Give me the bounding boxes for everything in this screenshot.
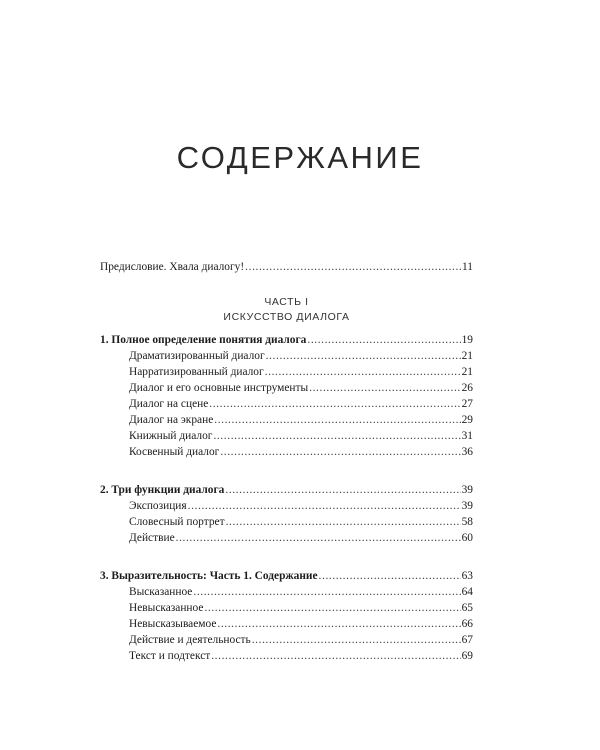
- dot-leader: [188, 498, 461, 514]
- dot-leader: [307, 332, 460, 348]
- toc-page-number: 31: [461, 430, 473, 442]
- toc-entry-label: Предисловие. Хвала диалогу!: [100, 261, 245, 273]
- toc-subentry: [100, 600, 473, 616]
- toc-page-number: 29: [461, 414, 473, 426]
- toc-page-number: 39: [461, 484, 473, 496]
- toc-subentry-label: Диалог и его основные инструменты: [129, 382, 309, 394]
- toc-page-number: 26: [461, 382, 473, 394]
- toc-subentry-label: Косвенный диалог: [129, 446, 220, 458]
- toc-subentry: [100, 498, 473, 514]
- toc-subentry: [100, 584, 473, 600]
- toc-subentry-label: Экспозиция: [129, 500, 187, 512]
- toc-page-number: 58: [461, 516, 473, 528]
- toc-subentry-label: Действие: [129, 532, 175, 544]
- dot-leader: [209, 396, 460, 412]
- toc-chapter-label: 2. Три функции диалога: [100, 484, 225, 496]
- toc-subentry: [100, 632, 473, 648]
- table-of-contents: [100, 259, 473, 664]
- toc-subentry-label: Словесный портрет: [129, 516, 225, 528]
- toc-page-number: 64: [461, 586, 473, 598]
- part-heading: ЧАСТЬ I: [264, 296, 309, 308]
- dot-leader: [226, 514, 461, 530]
- toc-subentry-label: Диалог на сцене: [129, 398, 209, 410]
- toc-subentry-label: Невысказываемое: [129, 618, 217, 630]
- toc-subentry: [100, 444, 473, 460]
- toc-chapter-2: [100, 482, 473, 498]
- dot-leader: [213, 428, 460, 444]
- toc-page-number: 21: [461, 350, 473, 362]
- toc-page-number: 36: [461, 446, 473, 458]
- toc-page-number: 65: [461, 602, 473, 614]
- toc-chapter-label: 1. Полное определение понятия диалога: [100, 334, 307, 346]
- toc-subentry-label: Текст и подтекст: [129, 650, 211, 662]
- toc-entry-preface: [100, 259, 473, 275]
- dot-leader: [217, 616, 460, 632]
- toc-chapter-1: [100, 332, 473, 348]
- toc-page-number: 21: [461, 366, 473, 378]
- dot-leader: [211, 648, 460, 664]
- toc-page-number: 66: [461, 618, 473, 630]
- dot-leader: [252, 632, 461, 648]
- dot-leader: [309, 380, 460, 396]
- toc-subentry: [100, 412, 473, 428]
- dot-leader: [245, 259, 461, 275]
- dot-leader: [225, 482, 460, 498]
- dot-leader: [266, 348, 461, 364]
- toc-subentry-label: Нарратизированный диалог: [129, 366, 264, 378]
- page-title: СОДЕРЖАНИЕ: [176, 140, 424, 175]
- toc-subentry: [100, 428, 473, 444]
- dot-leader: [193, 584, 460, 600]
- toc-subentry-label: Книжный диалог: [129, 430, 213, 442]
- toc-chapter-3: [100, 568, 473, 584]
- toc-subentry: [100, 348, 473, 364]
- dot-leader: [204, 600, 460, 616]
- toc-page-number: 69: [461, 650, 473, 662]
- dot-leader: [319, 568, 461, 584]
- toc-chapter-label: 3. Выразительность: Часть 1. Содержание: [100, 570, 318, 582]
- toc-page-number: 60: [461, 532, 473, 544]
- toc-subentry-label: Действие и деятельность: [129, 634, 251, 646]
- dot-leader: [220, 444, 460, 460]
- toc-subentry: [100, 514, 473, 530]
- toc-subentry-label: Драматизированный диалог: [129, 350, 265, 362]
- toc-subentry: [100, 380, 473, 396]
- toc-subentry: [100, 396, 473, 412]
- toc-page-number: 19: [461, 334, 473, 346]
- dot-leader: [176, 530, 461, 546]
- toc-page-number: 63: [461, 570, 473, 582]
- toc-subentry: [100, 364, 473, 380]
- toc-page-number: 11: [462, 261, 473, 273]
- toc-page-number: 67: [461, 634, 473, 646]
- toc-subentry-label: Невысказанное: [129, 602, 204, 614]
- toc-subentry: [100, 530, 473, 546]
- toc-page-number: 27: [461, 398, 473, 410]
- toc-subentry-label: Диалог на экране: [129, 414, 214, 426]
- dot-leader: [265, 364, 461, 380]
- toc-subentry: [100, 616, 473, 632]
- dot-leader: [214, 412, 460, 428]
- part-title: ИСКУССТВО ДИАЛОГА: [223, 311, 350, 323]
- toc-subentry: [100, 648, 473, 664]
- toc-subentry-label: Высказанное: [129, 586, 193, 598]
- toc-page-number: 39: [461, 500, 473, 512]
